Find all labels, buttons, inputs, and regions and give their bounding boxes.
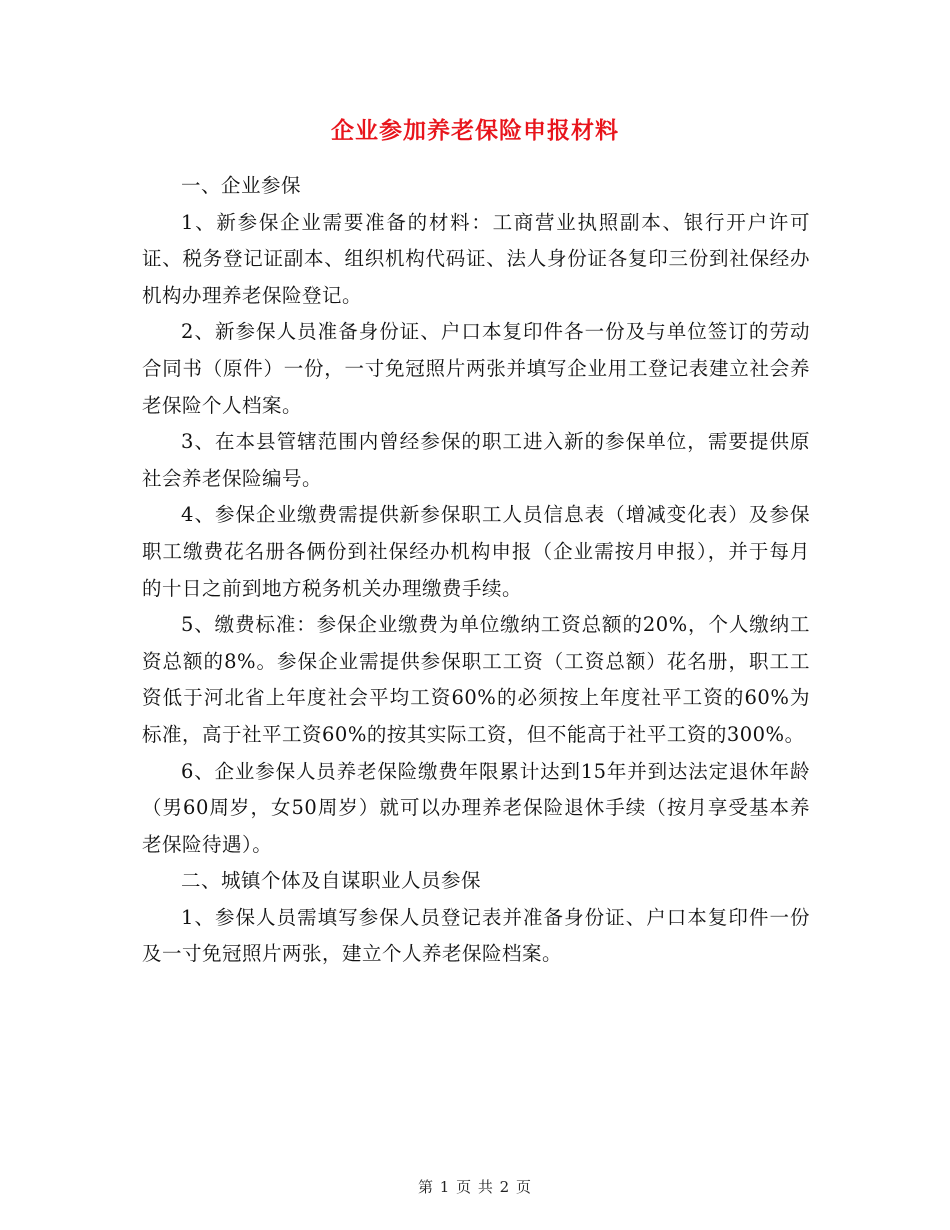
section-heading-2: 二、城镇个体及自谋职业人员参保 [181,869,482,893]
paragraph-1-1: 1、新参保企业需要准备的材料：工商营业执照副本、银行开户许可证、税务登记证副本、组织机构代码证、法人身份证各复印三份到社保经办机构办理养老保险登记。 [142,210,810,307]
document-body [142,168,810,973]
paragraph-1-5: 5、缴费标准：参保企业缴费为单位缴纳工资总额的20%，个人缴纳工资总额的8%。参保企业需提供参保职工工资（工资总额）花名册，职工工资低于河北省上年度社会平均工资60%的必须按上年度社平工资的60%为标准，高于社平工资60%的按其实际工资，但不能高于社平工资的300%。 [142,613,810,746]
paragraph-2-1: 1、参保人员需填写参保人员登记表并准备身份证、户口本复印件一份及一寸免冠照片两张，建立个人养老保险档案。 [142,905,810,966]
document-title: 企业参加养老保险申报材料 [331,117,619,144]
page-footer: 第 1 页 共 2 页 [418,1178,532,1196]
paragraph-1-2: 2、新参保人员准备身份证、户口本复印件各一份及与单位签订的劳动合同书（原件）一份，一寸免冠照片两张并填写企业用工登记表建立社会养老保险个人档案。 [142,320,810,417]
section-heading-1: 一、企业参保 [181,174,302,197]
paragraph-1-4: 4、参保企业缴费需提供新参保职工人员信息表（增减变化表）及参保职工缴费花名册各俩份到社保经办机构申报（企业需按月申报），并于每月的十日之前到地方税务机关办理缴费手续。 [142,503,810,600]
paragraph-1-6: 6、企业参保人员养老保险缴费年限累计达到15年并到达法定退休年龄（男60周岁，女50周岁）就可以办理养老保险退休手续（按月享受基本养老保险待遇）。 [142,759,810,856]
paragraph-1-3: 3、在本县管辖范围内曾经参保的职工进入新的参保单位，需要提供原社会养老保险编号。 [142,430,810,490]
